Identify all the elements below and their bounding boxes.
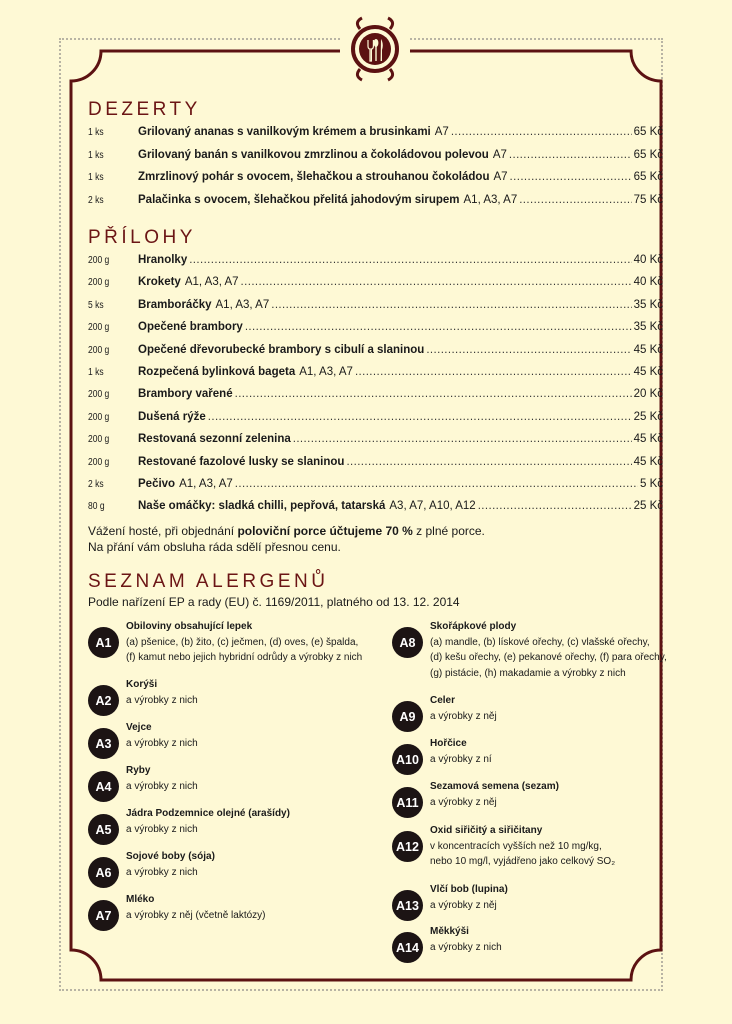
menu-item	[88, 411, 663, 427]
item-price: 5 Kč	[639, 478, 663, 490]
desserts-heading: DEZERTY	[88, 99, 201, 120]
allergen-detail: a výrobky z ní	[430, 753, 492, 765]
menu-item	[88, 500, 663, 516]
item-price: 40 Kč	[633, 254, 663, 266]
item-quantity: 1 ks	[88, 127, 104, 138]
item-name: Grilovaný ananas s vanilkovým krémem a brusinkami	[138, 126, 431, 138]
menu-item	[88, 388, 663, 404]
allergen-detail: a výrobky z něj	[430, 710, 497, 722]
item-name: Grilovaný banán s vanilkovou zmrzlinou a čokoládovou polevou	[138, 148, 489, 161]
item-quantity: 200 g	[88, 411, 110, 423]
allergen-text	[126, 677, 198, 708]
note-line2: Na přání vám obsluha ráda sdělí přesnou cenu.	[88, 540, 341, 554]
allergen-detail: (d) kešu ořechy, (e) pekanové ořechy, (f) para ořechy,	[430, 652, 667, 663]
allergen-code-badge: A11	[392, 787, 423, 818]
item-quantity: 80 g	[88, 501, 105, 513]
allergen-code-badge: A3	[88, 728, 119, 759]
allergen-detail: a výrobky z něj (včetně laktózy)	[126, 909, 266, 921]
allergen-code-badge: A14	[392, 932, 423, 963]
allergen-text	[126, 892, 266, 923]
item-quantity: 200 g	[88, 255, 110, 266]
item-name: Restované fazolové lusky se slaninou	[138, 455, 345, 468]
allergen-code-badge: A10	[392, 744, 423, 775]
sides-heading: PŘÍLOHY	[88, 227, 196, 248]
menu-item	[88, 276, 663, 292]
allergen-text	[126, 849, 215, 880]
allergen-code-badge: A1	[88, 627, 119, 658]
item-price: 65 Kč	[633, 171, 663, 184]
dot-leader	[355, 366, 632, 378]
item-price: 35 Kč	[633, 321, 663, 334]
item-price: 20 Kč	[633, 388, 663, 401]
allergen-text	[126, 806, 290, 837]
menu-item	[88, 299, 663, 315]
menu-item	[88, 366, 663, 382]
allergen-detail: nebo 10 mg/l, vyjádřeno jako celkový SO₂	[430, 856, 616, 867]
allergen-code-badge: A8	[392, 627, 423, 658]
item-name: Pečivo	[138, 478, 176, 490]
allergen-text	[430, 823, 615, 870]
dot-leader	[519, 194, 631, 206]
item-name: Zmrzlinový pohár s ovocem, šlehačkou a strouhanou čokoládou	[138, 171, 490, 184]
menu-item	[88, 194, 663, 210]
item-name: Krokety	[138, 276, 181, 289]
dot-leader	[426, 344, 631, 356]
item-price: 40 Kč	[633, 276, 663, 289]
item-name: Rozpečená bylinková bageta	[138, 366, 296, 378]
fork-spoon-knife-icon	[340, 12, 410, 82]
allergen-name: Měkkýši	[430, 926, 469, 937]
allergen-name: Ryby	[126, 765, 151, 776]
allergen-text	[126, 720, 198, 751]
item-quantity: 200 g	[88, 389, 110, 401]
menu-item	[88, 149, 663, 165]
allergens-subtitle: Podle nařízení EP a rady (EU) č. 1169/2011, platného od 13. 12. 2014	[88, 595, 460, 609]
item-name: Naše omáčky: sladká chilli, pepřová, tatarská	[138, 500, 386, 513]
allergen-detail: (a) pšenice, (b) žito, (c) ječmen, (d) oves, (e) špalda,	[126, 636, 359, 648]
item-price: 75 Kč	[633, 193, 663, 206]
allergen-name: Vlčí bob (lupina)	[430, 884, 508, 895]
item-name: Bramboráčky	[138, 298, 212, 311]
allergen-text	[430, 924, 502, 955]
allergen-code-badge: A5	[88, 814, 119, 845]
allergen-text	[126, 619, 362, 666]
item-quantity: 200 g	[88, 434, 110, 446]
allergen-code-badge: A2	[88, 685, 119, 716]
note-text-end: z plné porce.	[412, 524, 485, 538]
menu-item	[88, 321, 663, 337]
item-allergens: A1, A3, A7	[184, 276, 239, 289]
dot-leader	[208, 411, 632, 423]
allergen-detail: (a) mandle, (b) lískové ořechy, (c) vlašské ořechy,	[430, 636, 650, 648]
item-quantity: 2 ks	[88, 194, 104, 206]
item-allergens: A1, A3, A7	[299, 366, 353, 378]
item-name: Opečené dřevorubecké brambory s cibulí a slaninou	[138, 343, 425, 356]
menu-item	[88, 344, 663, 360]
item-quantity: 200 g	[88, 322, 110, 334]
item-allergens: A7	[492, 148, 507, 161]
dot-leader	[241, 276, 632, 288]
allergen-detail: (f) kamut nebo jejich hybridní odrůdy a výrobky z nich	[126, 652, 363, 663]
menu-item	[88, 254, 663, 270]
allergen-detail: a výrobky z nich	[126, 866, 198, 878]
item-price: 25 Kč	[633, 500, 663, 513]
menu-item	[88, 478, 663, 494]
allergen-name: Sojové boby (sója)	[126, 851, 215, 862]
item-name: Palačinka s ovocem, šlehačkou přelitá jahodovým sirupem	[138, 193, 460, 206]
item-allergens: A1, A3, A7	[215, 298, 270, 311]
item-price: 45 Kč	[633, 433, 663, 446]
allergen-text	[430, 736, 492, 767]
allergen-text	[430, 779, 559, 810]
allergen-detail: a výrobky z nich	[126, 737, 198, 749]
item-name: Opečené brambory	[138, 321, 243, 334]
item-price: 65 Kč	[633, 148, 663, 161]
allergen-name: Oxid siřičitý a siřičitany	[430, 825, 543, 836]
half-portion-note	[88, 523, 485, 555]
allergen-detail: a výrobky z něj	[430, 899, 497, 911]
dot-leader	[346, 456, 631, 468]
item-allergens: A3, A7, A10, A12	[389, 500, 476, 513]
item-quantity: 200 g	[88, 456, 110, 468]
allergen-code-badge: A9	[392, 701, 423, 732]
dot-leader	[510, 171, 632, 183]
note-bold: poloviční porce účtujeme 70 %	[237, 524, 413, 538]
allergen-detail: a výrobky z nich	[126, 694, 198, 706]
allergen-name: Korýši	[126, 679, 158, 690]
item-quantity: 5 ks	[88, 299, 104, 311]
item-quantity: 1 ks	[88, 149, 104, 161]
allergen-text	[430, 882, 508, 913]
menu-item	[88, 171, 663, 187]
allergen-name: Celer	[430, 695, 456, 706]
allergen-detail: (g) pistácie, (h) makadamie a výrobky z nich	[430, 667, 626, 679]
item-price: 45 Kč	[633, 343, 663, 356]
allergen-name: Hořčice	[430, 738, 467, 749]
allergens-heading: SEZNAM ALERGENŮ	[88, 571, 329, 592]
item-name: Hranolky	[138, 254, 188, 266]
allergen-name: Skořápkové plody	[430, 621, 517, 632]
allergen-text	[430, 619, 667, 681]
note-text: Vážení hosté, při objednání	[88, 524, 238, 538]
allergen-name: Sezamová semena (sezam)	[430, 781, 559, 792]
item-allergens: A1, A3, A7	[179, 478, 233, 490]
item-price: 65 Kč	[633, 126, 663, 138]
allergen-code-badge: A6	[88, 857, 119, 888]
item-quantity: 2 ks	[88, 479, 104, 490]
dot-leader	[245, 321, 632, 333]
allergen-name: Jádra Podzemnice olejné (arašídy)	[126, 808, 290, 819]
allergen-detail: a výrobky z něj	[430, 796, 497, 808]
allergen-name: Vejce	[126, 722, 152, 733]
allergen-detail: v koncentracích vyšších než 10 mg/kg,	[430, 840, 602, 852]
item-quantity: 1 ks	[88, 367, 104, 378]
dot-leader	[509, 149, 632, 161]
allergen-detail: a výrobky z nich	[430, 941, 502, 953]
dot-leader	[478, 500, 632, 512]
item-price: 35 Kč	[633, 298, 663, 311]
item-name: Dušená rýže	[138, 410, 206, 423]
menu-item	[88, 456, 663, 472]
dot-leader	[235, 478, 638, 490]
item-name: Brambory vařené	[138, 388, 233, 401]
dot-leader	[293, 433, 632, 445]
item-price: 25 Kč	[633, 410, 663, 423]
allergen-detail: a výrobky z nich	[126, 780, 198, 792]
allergen-detail: a výrobky z nich	[126, 823, 198, 835]
item-name: Restovaná sezonní zelenina	[138, 433, 291, 446]
allergen-code-badge: A13	[392, 890, 423, 921]
allergen-code-badge: A7	[88, 900, 119, 931]
item-allergens: A7	[434, 126, 449, 138]
item-allergens: A7	[493, 171, 508, 184]
dot-leader	[271, 299, 631, 311]
allergen-code-badge: A12	[392, 831, 423, 862]
item-quantity: 200 g	[88, 277, 110, 289]
menu-item	[88, 126, 663, 142]
item-quantity: 1 ks	[88, 172, 104, 184]
allergen-text	[126, 763, 198, 794]
allergen-code-badge: A4	[88, 771, 119, 802]
dot-leader	[451, 126, 632, 138]
item-allergens: A1, A3, A7	[463, 193, 518, 206]
dot-leader	[235, 388, 632, 400]
item-price: 45 Kč	[633, 366, 663, 378]
allergen-name: Obiloviny obsahující lepek	[126, 621, 253, 632]
item-quantity: 200 g	[88, 344, 110, 356]
allergen-text	[430, 693, 497, 724]
allergen-name: Mléko	[126, 894, 155, 905]
item-price: 45 Kč	[633, 455, 663, 468]
menu-item	[88, 433, 663, 449]
dot-leader	[189, 254, 631, 266]
